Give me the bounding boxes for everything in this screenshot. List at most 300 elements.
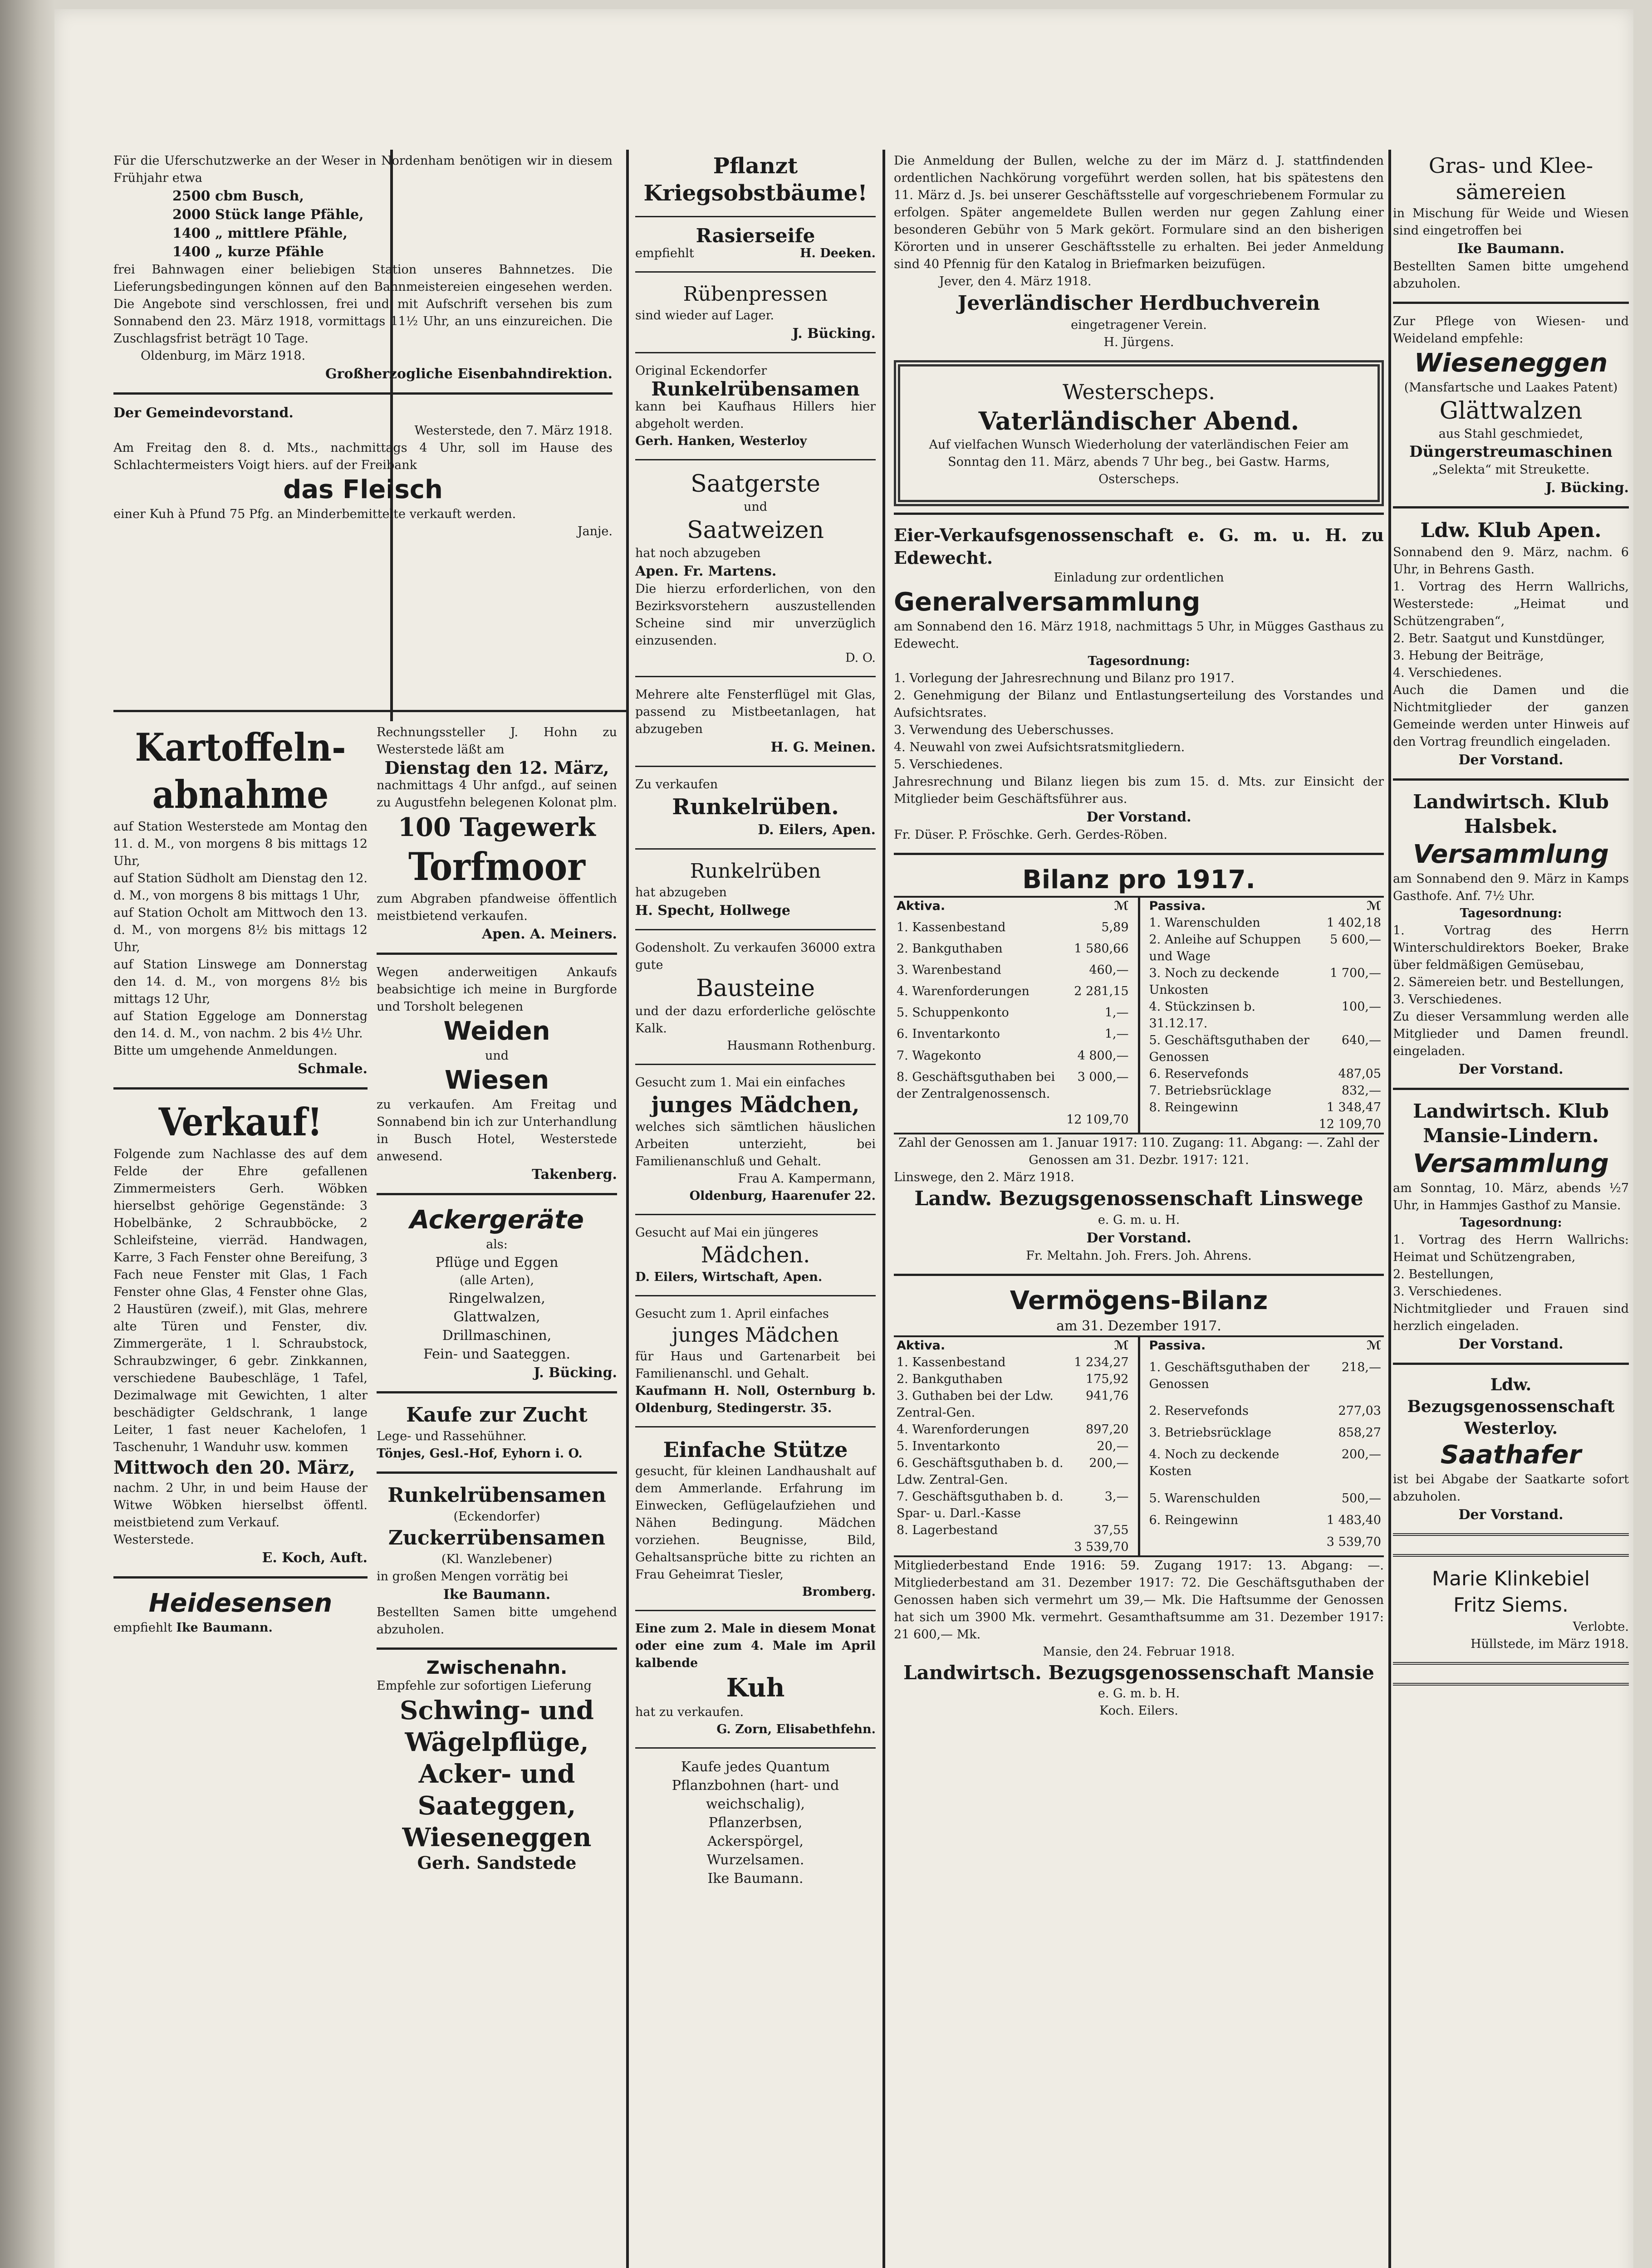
ad-title: Saatgerste [691,470,820,498]
passiva-table [1147,898,1384,1133]
ad-text: und der dazu erforderliche gelöschte Kalk. [635,1004,876,1036]
ad-title: sämereien [1456,180,1566,204]
ad-text: Gesucht zum 1. April einfaches [635,1307,829,1321]
table-row [1147,1082,1384,1099]
row-label: 3. Guthaben bei der Ldw. Zentral-Gen. [897,1389,1054,1420]
ad-text: Mitgliederbestand Ende 1916: 59. Zugang 1917: 13. Abgang: —. Mitgliederbestand am 31. Dezember 1917: 72. Die Geschäftsguthaben der Genossen haben sich vermehrt um 39,— Mk. Die Haftsumme der Genossen hat sich um 3900 Mk. vermehrt. Gesamthaftsumme am 31. Dezember 1917: 21 600,— Mk. [894,1559,1384,1642]
ad-bilanz-linswege [894,861,1384,1267]
ad-title: Bilanz pro 1917. [1022,865,1255,894]
ad-date: Hüllstede, im März 1918. [1471,1637,1629,1651]
agenda-item: 1. Vortrag des Herrn Winterschuldirektors Boeker, Brake über feldmäßigen Gemüsebau, [1393,924,1629,972]
agenda-item: 1. Vortrag des Herrn Wallrichs: Heimat und Schützengraben, [1393,1233,1629,1264]
ad-text: Mehrere alte Fensterflügel mit Glas, passend zu Mistbeetanlagen, hat abzugeben [635,688,876,736]
row-value: 2 281,15 [1074,984,1129,999]
row-label: 3. Betriebsrücklage [1149,1426,1271,1440]
ad-title: Kriegsobstbäume! [643,181,868,206]
ad-title: Gras- und Klee- [1428,153,1593,178]
ad-text: Bestellten Samen bitte umgehend abzuholen. [377,1605,617,1637]
row-label: 7. Wagekonto [897,1048,981,1063]
row-label: 6. Reingewinn [1149,1513,1238,1527]
ad-text: einer Kuh à Pfund 75 Pfg. an Minderbemittelte verkauft werden. [113,507,516,521]
ad-text: in Mischung für Weide und Wiesen sind eingetroffen bei [1393,206,1629,238]
ad-item: Pflüge und Eggen [435,1255,559,1271]
ad-date: am 31. Dezember 1917. [1056,1318,1221,1334]
ad-text: empfiehlt [113,1621,172,1635]
ad-item: 1400 „ kurze Pfähle [172,244,324,260]
row-label: 4. Warenforderungen [897,984,1029,999]
ad-title: Zwischenahn. [426,1657,568,1678]
row-value: 500,— [1341,1491,1381,1505]
ad-signer: Janje. [577,524,613,538]
ad-runkelrueben-2 [635,856,876,923]
ad-place: Westerstede. [113,1533,194,1547]
ad-signer: Der Vorstand. [1086,809,1191,825]
ad-signer: D. Eilers, Apen. [758,822,876,838]
ad-title: Weiden [443,1017,550,1046]
ad-title: Rübenpressen [683,283,828,306]
ad-text: (Eckendorfer) [453,1510,540,1524]
ad-herdbuch [894,150,1384,354]
ad-text: Zu verkaufen [635,777,718,792]
row-label: 1. Geschäftsguthaben der Genossen [1149,1360,1309,1392]
ad-text: kann bei Kaufhaus Hillers hier abgeholt werden. [635,400,876,431]
ad-signer: Gerh. Sandstede [417,1853,577,1873]
ad-text: Nichtmitglieder und Frauen sind herzlich eingeladen. [1393,1302,1629,1333]
currency-header: ℳ [1114,1339,1129,1353]
row-label: 8. Geschäftsguthaben bei der Zentralgenossensch. [897,1070,1055,1101]
ad-text: aus Stahl geschmiedet, [1438,427,1583,441]
ad-signer: Ike Baumann. [707,1871,804,1887]
total-value: 3 539,70 [1326,1535,1381,1549]
ad-signer: Hausmann Rothenburg. [727,1039,876,1053]
ad-address: Bromberg. [802,1585,876,1599]
ad-address: Oldenburg, Haarenufer 22. [689,1189,876,1203]
table-row [894,962,1132,983]
ad-klub-apen [1393,515,1629,772]
ad-date: Oldenburg, im März 1918. [141,349,306,363]
ad-signer: Takenberg. [532,1167,617,1183]
ad-text: Wegen anderweitigen Ankaufs beabsichtige ich meine in Burgforde und Torsholt belegenen [377,965,617,1014]
ad-text: Lege- und Rassehühner. [377,1429,527,1443]
row-value: 1,— [1104,1027,1129,1041]
ad-text: e. G. m. u. H. [1098,1213,1180,1227]
ad-text: hat noch abzugeben [635,546,761,560]
table-row [1147,965,1384,998]
ad-signer: Fr. Düser. P. Fröschke. Gerh. Gerdes-Röben. [894,828,1167,842]
row-label: 2. Anleihe auf Schuppen und Wage [1149,933,1301,963]
ad-text: Zahl der Genossen am 1. Januar 1917: 110. Zugang: 11. Abgang: —. Zahl der Genossen am 31. Dezbr. 1917: 121. [898,1136,1379,1167]
row-value: 460,— [1089,963,1129,978]
ad-title: Heidesensen [148,1589,333,1618]
ad-text: am Sonnabend den 16. März 1918, nachmittags 5 Uhr, in Mügges Gasthaus zu Edewecht. [894,620,1384,651]
ad-text: „Selekta“ mit Streukette. [1432,463,1590,477]
ad-title: junges Mädchen, [651,1092,860,1118]
page-binding-edge [0,0,54,2268]
ad-text: und [485,1049,509,1063]
ad-title: Düngerstreumaschinen [1409,443,1613,461]
ad-signer: Der Vorstand. [1458,1507,1564,1523]
ad-title: Kartoffeln- [135,725,346,770]
row-value: 277,03 [1338,1404,1381,1418]
ad-text: gesucht, für kleinen Landhaushalt auf dem Ammerlande. Erfahrung im Einwecken, Geflügelaufziehen und Nähen Bedingung. Mädchen vorziehen. Beugnisse, Bild, Gehaltsansprüche bitte zu richten an Frau Geheimrat Tiesler, [635,1464,876,1582]
table-row [1147,1032,1384,1066]
column-1 [113,150,613,543]
ad-title: Jeverländischer Herdbuchverein [957,292,1320,315]
ad-ruebenpressen [635,279,876,346]
row-label: 1. Kassenbestand [897,1355,1006,1369]
ad-signer: Ike Baumann. [176,1621,273,1635]
ad-title: Bausteine [696,975,815,1002]
ad-item: auf Station Westerstede am Montag den 11. d. M., von morgens 8 bis mittags 12 Uhr, [113,820,368,868]
ad-stuetze [635,1434,876,1603]
agenda-item: 3. Verschiedenes. [1393,992,1502,1007]
ad-title: Landwirtsch. Klub [1413,1100,1609,1122]
row-value: 640,— [1341,1033,1381,1047]
ad-text: hat abzugeben [635,885,727,899]
ad-title: das Fleisch [283,475,443,504]
row-value: 200,— [1089,1456,1129,1470]
ad-signer: Großherzogliche Eisenbahndirektion. [325,366,613,382]
ad-signer: Apen. A. Meiners. [482,926,617,942]
ad-text: Bitte um umgehende Anmeldungen. [113,1044,338,1058]
ad-text: am Sonnabend den 9. März in Kamps Gasthofe. Anf. 7½ Uhr. [1393,872,1629,903]
ad-org: Landwirtsch. Bezugsgenossenschaft Mansie [903,1662,1374,1684]
ad-item: 2500 cbm Busch, [172,188,304,204]
ad-text: nachmittags 4 Uhr anfgd., auf seinen zu Augustfehn belegenen Kolonat plm. [377,778,617,810]
total-value: 12 109,70 [1066,1112,1129,1127]
ad-text: Für die Uferschutzwerke an der Weser in Nordenham benötigen wir in diesem Frühjahr etwa [113,154,613,185]
table-row [894,1438,1132,1455]
row-label: 8. Lagerbestand [897,1523,998,1537]
row-value: 3,— [1104,1490,1129,1504]
row-value: 1 580,66 [1074,942,1129,956]
ad-title: Runkelrübensamen [387,1484,606,1507]
ad-title: Rasierseife [696,225,815,247]
ad-text: für Haus und Gartenarbeit bei Familienanschl. und Gehalt. [635,1349,876,1381]
ad-text: zum Abgraben pfandweise öffentlich meistbietend verkaufen. [377,892,617,923]
table-row [894,983,1132,1004]
total-value: 3 539,70 [1074,1540,1129,1554]
ad-bausteine [635,937,876,1057]
ad-fleisch [113,401,613,543]
row-label: 4. Warenforderungen [897,1422,1029,1437]
ad-item: Schwing- und [400,1696,594,1725]
row-value: 1 234,27 [1074,1355,1129,1369]
table-row [1147,1359,1384,1403]
ad-title: Landwirtsch. Klub [1413,791,1609,813]
row-value: 1 402,18 [1326,916,1381,930]
ad-signer: Gerh. Hanken, Westerloy [635,434,807,448]
ad-verkauf [113,1096,368,1570]
ad-title: Versammlung [1413,840,1609,869]
ad-pflanzt [635,150,876,210]
ad-signer: Apen. Fr. Martens. [635,563,777,579]
table-row [894,1004,1132,1026]
row-value: 37,55 [1093,1523,1129,1537]
ad-title: Westerloy. [1464,1419,1558,1438]
agenda-item: 5. Verschiedenes. [894,758,1003,772]
table-row [1147,1446,1384,1490]
ad-heading: Der Gemeindevorstand. [113,405,294,421]
agenda-item: 4. Neuwahl von zwei Aufsichtsratsmitgliedern. [894,740,1185,754]
table-row [1147,1490,1384,1512]
ad-text: Eine zum 2. Male in diesem Monat oder eine zum 4. Male im April kalbende [635,1622,876,1670]
ad-date: Dienstag den 12. März, [384,758,609,778]
ad-item: Drillmaschinen, [442,1328,552,1344]
ad-item: Ackerspörgel, [707,1833,804,1849]
ad-text: nachm. 2 Uhr, in und beim Hause der Witwe Wöbken hierselbst öffentl. meistbietend zum Verkauf. [113,1481,368,1530]
ad-title: Ldw. Klub Apen. [1420,519,1602,542]
ad-maedchen-1 [635,1071,876,1207]
column-header: Aktiva. [897,1339,946,1353]
ad-title: Einfache Stütze [663,1437,848,1462]
ornament-border [1393,1533,1629,1557]
row-label: 2. Reservefonds [1149,1404,1249,1418]
ad-title: Mädchen. [701,1242,810,1268]
ad-zwischenahn [377,1656,617,1875]
ad-text: sind wieder auf Lager. [635,308,775,323]
agenda-item: 3. Verwendung des Ueberschusses. [894,723,1114,737]
ad-signer: Ike Baumann. [443,1587,551,1603]
ad-text: Gesucht zum 1. Mai ein einfaches [635,1075,845,1090]
ad-text: welches sich sämtlichen häuslichen Arbeiten unterzieht, bei Familienanschluß und Gehalt. [635,1120,876,1168]
ad-signer: H. Jürgens. [1103,335,1174,349]
table-row [894,1522,1132,1539]
row-label: 4. Noch zu deckende Kosten [1149,1447,1279,1479]
ad-text: Bestellten Samen bitte umgehend abzuholen. [1393,259,1629,291]
ad-title: Ldw. Bezugsgenossenschaft [1407,1375,1615,1416]
ad-kaufe-quantum [635,1755,876,1891]
column-rule [882,150,885,2268]
ad-text: Folgende zum Nachlasse des auf dem Felde der Ehre gefallenen Zimmermeisters Gerh. Wöbken hierselbst gehörige Gegenstände: 3 Hobelbänke, 2 Schraubböcke, 2 Schleifsteine, vierräd. Handwagen, Karre, 3 Fach Fenster ohne Bereifung, 3 Fach neue Fenster mit Glas, 1 Fach Fenster ohne Glas, 4 Fenster ohne Glas, 2 Haustüren (zweif.), mit Glas, mehrere alte Türen und Fenster, div. Zimmergeräte, 1 l. Schraubstock, Schraubzwinger, 6 gebr. Zinkkannen, verschiedene Baubeschläge, 1 Tafel, Dezimalwage mit Gewichten, 1 alter beschädigter Geldschrank, 1 lange Leiter, 1 fast neuer Kachelofen, 1 Taschenuhr, 1 Wanduhr usw. kommen [113,1147,368,1454]
ad-maedchen-3 [635,1303,876,1420]
row-value: 1 483,40 [1326,1513,1381,1527]
ad-text: Empfehle zur sofortigen Lieferung [377,1679,592,1693]
passiva-table [1147,1337,1384,1555]
ad-item: Kaufe jedes Quantum [681,1759,830,1775]
ad-signer: Frau A. Kampermann, [738,1172,876,1186]
aktiva-table [894,898,1132,1133]
ad-date: Mansie, den 24. Februar 1918. [1043,1645,1235,1659]
ad-text: ist bei Abgabe der Saatkarte sofort abzuholen. [1393,1472,1629,1504]
ad-title: Kuh [726,1673,785,1703]
ad-title: Wiesen [444,1066,549,1095]
ad-text: Godensholt. Zu verkaufen 36000 extra gute [635,941,876,972]
row-value: 1 348,47 [1326,1100,1381,1114]
table-row [1147,998,1384,1032]
ad-vaterlaendischer-abend [894,360,1384,506]
ad-text: e. G. m. b. H. [1098,1686,1180,1701]
ad-eier [894,521,1384,846]
row-value: 5,89 [1101,920,1129,935]
ad-ackergeraete [377,1202,617,1385]
ad-text: am Sonntag, 10. März, abends ½7 Uhr, in Hammjes Gasthof zu Mansie. [1393,1181,1629,1212]
ad-item: (alle Arten), [459,1273,534,1287]
table-row [1147,1424,1384,1446]
row-value: 487,05 [1338,1067,1381,1081]
ad-signer: H. G. Meinen. [770,739,876,755]
ad-place: Westerscheps. [1063,380,1215,404]
ad-signer: D. Eilers, Wirtschaft, Apen. [635,1270,823,1284]
table-row [894,1371,1132,1388]
row-label: 3. Warenbestand [897,963,1001,978]
ad-title: Verkauf! [158,1100,323,1144]
ad-text: in großen Mengen vorrätig bei [377,1569,568,1584]
row-label: 7. Betriebsrücklage [1149,1084,1271,1098]
ad-title: Versammlung [1413,1149,1609,1178]
ad-weiden [377,961,617,1187]
ad-text: Zur Pflege von Wiesen- und Weideland empfehle: [1393,314,1629,346]
ad-kartoffel [113,721,368,1081]
ad-text: Verlobte. [1573,1620,1629,1634]
table-row [1147,914,1384,931]
ad-text: (Mansfartsche und Laakes Patent) [1404,381,1618,395]
row-label: 5. Warenschulden [1149,1491,1260,1505]
agenda-item: 3. Hebung der Beiträge, [1393,649,1544,663]
table-row [1147,1099,1384,1116]
ad-text: Zu dieser Versammlung werden alle Mitglieder und Damen freundl. eingeladen. [1393,1010,1629,1058]
ad-text: Original Eckendorfer [635,364,767,378]
table-row [894,1488,1132,1522]
column-header: Passiva. [1149,899,1206,913]
ad-signer: Der Vorstand. [1458,752,1564,768]
ad-name: Marie Klinkebiel [1432,1567,1590,1590]
ad-kuh [635,1618,876,1741]
ad-vermoegens-bilanz [894,1282,1384,1722]
ad-signer: H. Specht, Hollwege [635,903,790,919]
ad-verlobte [1393,1563,1629,1656]
agenda-item: 1. Vorlegung der Jahresrechnung und Bilanz pro 1917. [894,671,1235,685]
table-row [894,1421,1132,1438]
ad-item: Wägelpflüge, [405,1727,589,1757]
ad-title: Runkelrübensamen [651,378,860,400]
ad-title: Saatweizen [686,517,824,544]
row-label: 2. Bankguthaben [897,1372,1003,1386]
column-1-lower [113,721,368,1639]
ad-signer: J. Bücking. [792,326,876,342]
ad-title: Wieseneggen [1414,348,1608,378]
ad-heading: Tagesordnung: [1460,1216,1562,1230]
row-value: 3 000,— [1077,1070,1129,1084]
agenda-item: 1. Vortrag des Herrn Wallrichs, Westerstede: „Heimat und Schützengraben“, [1393,580,1629,628]
currency-header: ℳ [1367,1339,1381,1353]
column-rule [626,150,629,2268]
ad-item: auf Station Südholt am Dienstag den 12. d. M., von morgens 8 bis mittags 1 Uhr, [113,871,368,903]
ad-signer: J. Bücking. [1545,480,1629,496]
row-label: 5. Schuppenkonto [897,1006,1009,1020]
column-header: Aktiva. [897,899,946,913]
ad-text: (Kl. Wanzlebener) [441,1552,553,1566]
ad-date: Jever, den 4. März 1918. [939,274,1092,288]
ad-klub-halsbek [1393,787,1629,1081]
column-3 [894,150,1384,1722]
ad-runkelsamen [377,1480,617,1641]
ad-title: Vermögens-Bilanz [1010,1286,1268,1315]
row-label: 5. Geschäftsguthaben der Genossen [1149,1033,1309,1064]
ad-title: Runkelrüben. [672,794,839,820]
ad-title: Torfmoor [408,844,585,889]
currency-header: ℳ [1367,899,1381,913]
ad-title: junges Mädchen [672,1324,839,1347]
ad-name: Fritz Siems. [1453,1593,1569,1617]
ad-heading: Eier-Verkaufsgenossenschaft e. G. m. u. H. zu Edewecht. [894,525,1384,568]
ad-signer: Fr. Meltahn. Joh. Frers. Joh. Ahrens. [1026,1249,1252,1263]
row-value: 897,20 [1086,1422,1129,1437]
ad-item: auf Station Eggeloge am Donnerstag den 14. d. M., von nachm. 2 bis 4½ Uhr. [113,1009,368,1041]
row-label: 1. Kassenbestand [897,920,1006,935]
ad-date: Westerstede, den 7. März 1918. [414,424,613,438]
agenda-item: 2. Sämereien betr. und Bestellungen, [1393,975,1624,989]
ad-heading: Tagesordnung: [1460,906,1562,920]
ad-text: Einladung zur ordentlichen [1054,571,1224,585]
ad-signer: Der Vorstand. [1458,1336,1564,1352]
ad-heading: Tagesordnung: [1088,654,1190,668]
ad-text: Rechnungssteller J. Hohn zu Westerstede läßt am [377,725,617,757]
ad-text: als: [486,1237,508,1251]
ad-title: Glättwalzen [1439,397,1583,425]
row-value: 1,— [1104,1006,1129,1020]
ad-item: Ringelwalzen, [448,1290,545,1306]
table-row [894,1354,1132,1371]
ad-rasierseife [635,224,876,265]
ad-signer: J. Bücking. [534,1365,617,1381]
row-value: 175,92 [1086,1372,1129,1386]
ad-text: frei Bahnwagen einer beliebigen Station unseres Bahnnetzes. Die Lieferungsbedingungen können auf den Bahnmeistereien eingesehen werden. Die Angebote sind verschlossen, frei und mit Aufschrift versehen bis zum Sonnabend den 23. März 1918, vormittags 11½ Uhr, an uns einzureichen. Die Zuschlagsfrist beträgt 10 Tage. [113,263,613,346]
row-label: 6. Inventarkonto [897,1027,1000,1041]
row-value: 218,— [1341,1360,1381,1375]
ad-org: Landw. Bezugsgenossenschaft Linswege [914,1187,1363,1210]
ad-text: hat zu verkaufen. [635,1705,744,1719]
ad-item: auf Station Ocholt am Mittwoch den 13. d. M., von morgens 8½ bis mittags 12 Uhr, [113,906,368,954]
table-row [894,1388,1132,1421]
ad-text: Die Anmeldung der Bullen, welche zu der im März d. J. stattfindenden ordentlichen Nachkörung vorgeführt werden sollen, hat bis spätestens den 11. März d. Js. bei unserer Geschäftsstelle auf vorgeschriebenem Formular zu erfolgen. Später angemeldete Bullen werden nur gegen Zahlung einer besonderen Gebühr von 5 Mark gekört. Formulare sind an den bisherigen Körorten und in unserer Geschäftsstelle zu erhalten. Bei jeder Anmeldung sind 40 Pfennig für den Katalog in Briefmarken beizufügen. [894,154,1384,271]
ad-item: Fein- und Saateggen. [423,1346,571,1362]
agenda-item: 2. Betr. Saatgut und Kunstdünger, [1393,631,1605,645]
agenda-item: 2. Genehmigung der Bilanz und Entlastungserteilung des Vorstandes und Aufsichtsrates. [894,689,1384,720]
row-value: 941,76 [1086,1389,1129,1403]
table-row [1147,1512,1384,1534]
ad-date: Linswege, den 2. März 1918. [894,1170,1074,1184]
table-row [894,1069,1132,1111]
ad-title: Halsbek. [1464,815,1558,837]
ad-runkelrueben [635,773,876,842]
aktiva-table [894,1337,1132,1555]
ad-text: Die hierzu erforderlichen, von den Bezirksvorstehern auszustellenden Scheine sind mir unverzüglich einzusenden. [635,582,876,648]
ad-signer: Ike Baumann. [1457,241,1565,257]
row-value: 1 700,— [1330,966,1381,980]
ad-text: Jahresrechnung und Bilanz liegen bis zum 15. d. Mts. zur Einsicht der Mitglieder beim Geschäftsführer aus. [894,775,1384,806]
ad-text: Auch die Damen und die Nichtmitglieder der ganzen Gemeinde werden unter Hinweis auf den Vortrag freundlich eingeladen. [1393,683,1629,749]
row-label: 6. Reservefonds [1149,1067,1249,1081]
table-row [894,940,1132,962]
row-value: 5 600,— [1330,933,1381,947]
ad-signer: Koch. Eilers. [1099,1704,1178,1718]
ad-title: Generalversammlung [894,587,1201,617]
ad-fenster [635,684,876,759]
ad-heidesensen [113,1585,368,1639]
ad-westerloy [1393,1371,1629,1527]
ad-item: Wurzelsamen. [706,1852,804,1868]
table-row [894,919,1132,940]
column-header: Passiva. [1149,1339,1206,1353]
ad-title: Saathafer [1440,1440,1582,1470]
ad-date: Mittwoch den 20. März, [113,1457,355,1478]
ad-saat [635,467,876,670]
ornament-border [1393,1662,1629,1686]
ad-item: Pflanzerbsen, [708,1815,803,1831]
ad-title: Mansie-Lindern. [1423,1124,1599,1147]
balance-table [894,896,1384,1134]
